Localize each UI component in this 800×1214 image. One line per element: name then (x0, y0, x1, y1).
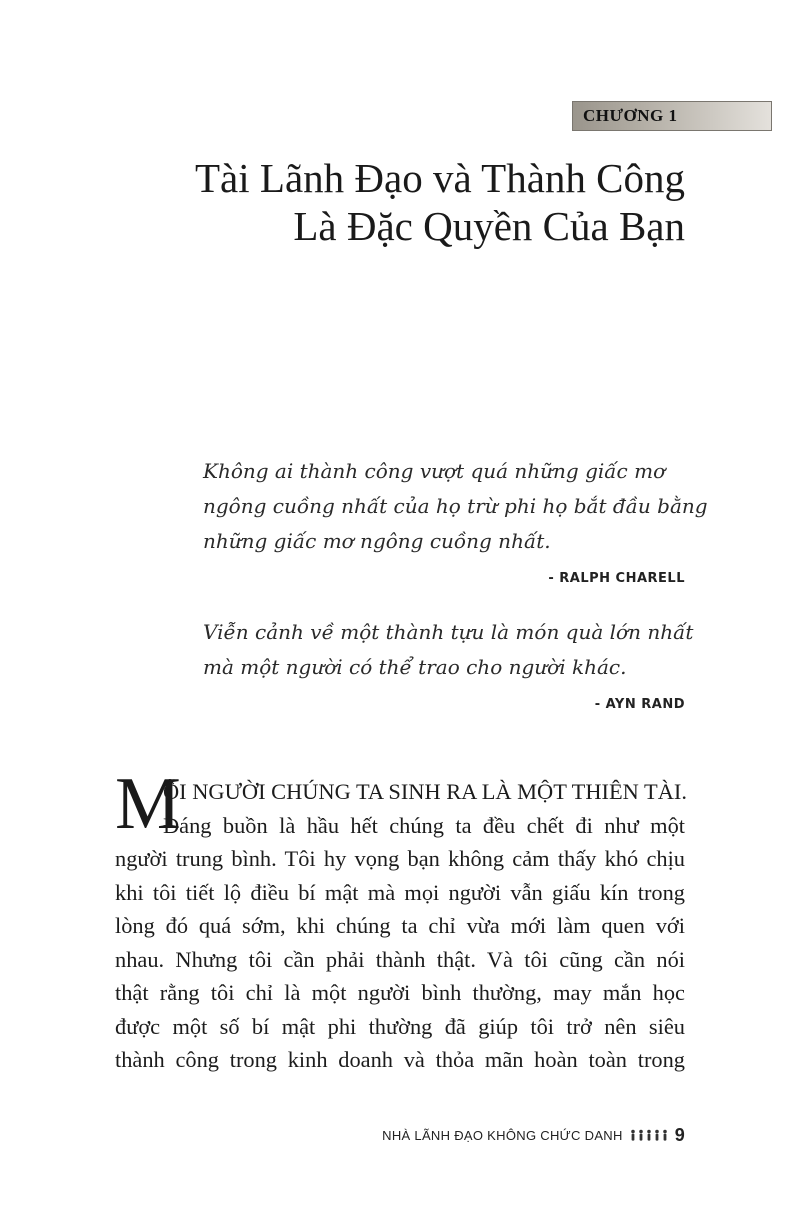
body-line: thật rằng tôi chỉ là một người bình thường, may mắn học (115, 980, 685, 1005)
figures-icon-svg (629, 1129, 669, 1142)
body-line: được một số bí mật phi thường đã giúp tôi trở nên siêu (115, 1013, 685, 1039)
body-line: Đáng buồn là hầu hết chúng ta đều chết đi như một (163, 812, 685, 838)
five-figures-icon (629, 1129, 669, 1142)
page-footer (382, 1125, 685, 1146)
chapter-label-badge (572, 101, 772, 131)
quote-line: Viễn cảnh về một thành tựu là món quà lớn nhất (203, 620, 694, 644)
body-line: khi tôi tiết lộ điều bí mật mà mọi người vẫn giấu kín trong (115, 879, 685, 905)
quote-line: những giấc mơ ngông cuồng nhất. (203, 529, 551, 553)
epigraph-quote-1 (203, 454, 723, 559)
quote-line: ngông cuồng nhất của họ trừ phi họ bắt đầu bằng (203, 494, 708, 518)
quote-1-author: - RALPH CHARELL (548, 571, 685, 586)
body-line: nhau. Nhưng tôi cần phải thành thật. Và tôi cũng cần nói (115, 946, 685, 972)
page-number: 9 (674, 1125, 685, 1145)
body-line: lòng đó quá sớm, khi chúng ta chỉ vừa mới làm quen với (115, 913, 685, 938)
chapter-title-line-1: Tài Lãnh Đạo và Thành Công (195, 155, 685, 201)
footer-book-title: NHÀ LÃNH ĐẠO KHÔNG CHỨC DANH (382, 1128, 623, 1143)
body-paragraph (115, 775, 685, 1077)
quote-2-author: - AYN RAND (594, 697, 685, 712)
quote-line: Không ai thành công vượt quá những giấc mơ (203, 459, 666, 483)
chapter-title-line-2: Là Đặc Quyền Của Bạn (293, 203, 685, 249)
body-line: ỖI NGƯỜI CHÚNG TA SINH RA LÀ MỘT THIÊN TÀI. (163, 779, 687, 804)
chapter-title (195, 154, 685, 250)
chapter-label: CHƯƠNG 1 (583, 106, 678, 125)
drop-cap: M (115, 763, 181, 845)
body-line: thành công trong kinh doanh và thỏa mãn hoàn toàn trong (115, 1047, 685, 1072)
quote-line: mà một người có thể trao cho người khác. (203, 655, 627, 679)
epigraph-quote-2 (203, 615, 723, 685)
body-line: người trung bình. Tôi hy vọng bạn không cảm thấy khó chịu (115, 846, 685, 871)
